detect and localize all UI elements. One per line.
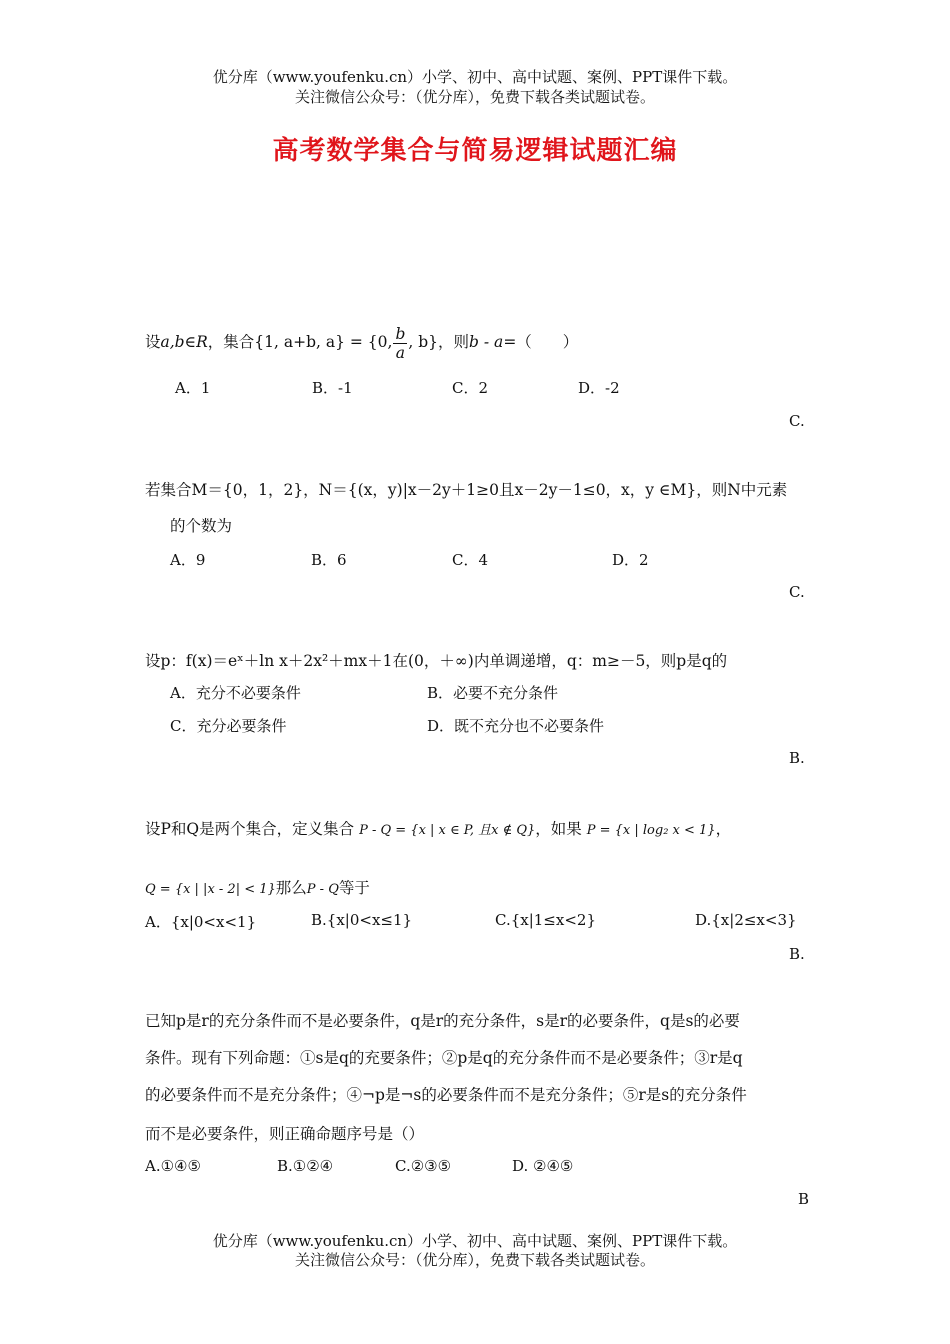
header-line-1: 优分库（www.youfenku.cn）小学、初中、高中试题、案例、PPT课件下载。 — [212, 68, 738, 86]
q1-end: =（ ） — [503, 333, 579, 351]
q3-option-d: D．既不充分也不必要条件 — [427, 717, 605, 735]
q2-answer: C. — [789, 583, 805, 601]
q2-option-a: A．9 — [170, 551, 206, 569]
q1-set-right: , b} — [408, 333, 439, 351]
q1-pre: 设 — [145, 333, 161, 351]
question-4-line-2 — [145, 876, 370, 898]
q1-frac-den: a — [395, 343, 406, 362]
q1-option-d: D．-2 — [578, 379, 620, 397]
q1-set-left: {1, a+b, a} = {0, — [254, 333, 393, 351]
footer-line-1: 优分库（www.youfenku.cn）小学、初中、高中试题、案例、PPT课件下载。 — [212, 1232, 738, 1250]
question-5-line-2: 条件。现有下列命题：①s是q的充要条件；②p是q的充分条件而不是必要条件；③r是q — [145, 1049, 743, 1067]
q4-end: ， — [715, 820, 732, 838]
q4-q-definition: Q = {x | |x - 2| < 1} — [145, 882, 276, 897]
q4-definition: P - Q = {x | x ∈ P, 且x ∉ Q} — [359, 823, 536, 838]
question-1-stem — [145, 322, 578, 362]
q4-option-c: C.{x|1≤x<2} — [495, 911, 596, 929]
q1-answer: C. — [789, 412, 805, 430]
q4-option-a: A．{x|0<x<1} — [145, 913, 257, 931]
q4-answer: B. — [789, 945, 805, 963]
q3-option-a: A．充分不必要条件 — [170, 684, 301, 702]
q5-option-b: B.①②④ — [277, 1157, 334, 1175]
question-3-stem: 设p：f(x)＝eˣ＋ln x＋2x²＋mx＋1在(0，＋∞)内单调递增，q：m≥－5，则p是q的 — [145, 652, 728, 670]
q4-line2-end: 等于 — [338, 879, 370, 897]
q4-pre: 设P和Q是两个集合，定义集合 — [145, 820, 355, 838]
header-line-2: 关注微信公众号：（优分库），免费下载各类试题试卷。 — [294, 88, 655, 106]
question-5-line-4: 而不是必要条件，则正确命题序号是（） — [145, 1125, 425, 1143]
q4-line2-mid: 那么 — [275, 879, 307, 897]
question-5-line-3: 的必要条件而不是充分条件；④¬p是¬s的必要条件而不是充分条件；⑤r是s的充分条件 — [145, 1086, 747, 1104]
q1-option-a: A．1 — [175, 379, 211, 397]
q4-option-d: D.{x|2≤x<3} — [695, 911, 797, 929]
q4-expr: P - Q — [306, 882, 339, 897]
question-2-line-2: 的个数为 — [170, 517, 233, 535]
q5-answer: B — [798, 1190, 810, 1208]
q2-option-d: D．2 — [612, 551, 649, 569]
q1-tail: ，则 — [438, 333, 470, 351]
q3-answer: B. — [789, 749, 805, 767]
q4-mid: ，如果 — [535, 820, 582, 838]
q1-var: a,b∈R — [160, 333, 208, 351]
q1-fraction — [393, 325, 407, 362]
q3-option-c: C．充分必要条件 — [170, 717, 287, 735]
footer-line-2: 关注微信公众号：（优分库），免费下载各类试题试卷。 — [294, 1251, 655, 1269]
page-title: 高考数学集合与简易逻辑试题汇编 — [272, 136, 678, 166]
q1-option-b: B．-1 — [312, 379, 353, 397]
q5-option-d: D. ②④⑤ — [512, 1157, 574, 1175]
q2-option-b: B．6 — [311, 551, 347, 569]
q5-option-c: C.②③⑤ — [395, 1157, 452, 1175]
q2-option-c: C．4 — [452, 551, 489, 569]
q1-expr: b - a — [469, 333, 504, 351]
question-2-line-1: 若集合M＝{0，1，2}，N＝{(x，y)|x－2y＋1≥0且x－2y－1≤0，x，y ∈M}，则N中元素 — [145, 481, 788, 499]
q5-option-a: A.①④⑤ — [145, 1157, 201, 1175]
q3-option-b: B．必要不充分条件 — [427, 684, 559, 702]
q1-mid: ，集合 — [207, 333, 255, 351]
question-5-line-1: 已知p是r的充分条件而不是必要条件，q是r的充分条件，s是r的必要条件，q是s的必要 — [145, 1012, 740, 1030]
q4-p-definition: P = {x | log₂ x < 1} — [586, 823, 716, 838]
q4-option-b: B.{x|0<x≤1} — [311, 911, 413, 929]
question-4-line-1 — [145, 817, 731, 839]
q1-frac-num: b — [395, 324, 406, 343]
q1-option-c: C．2 — [452, 379, 489, 397]
